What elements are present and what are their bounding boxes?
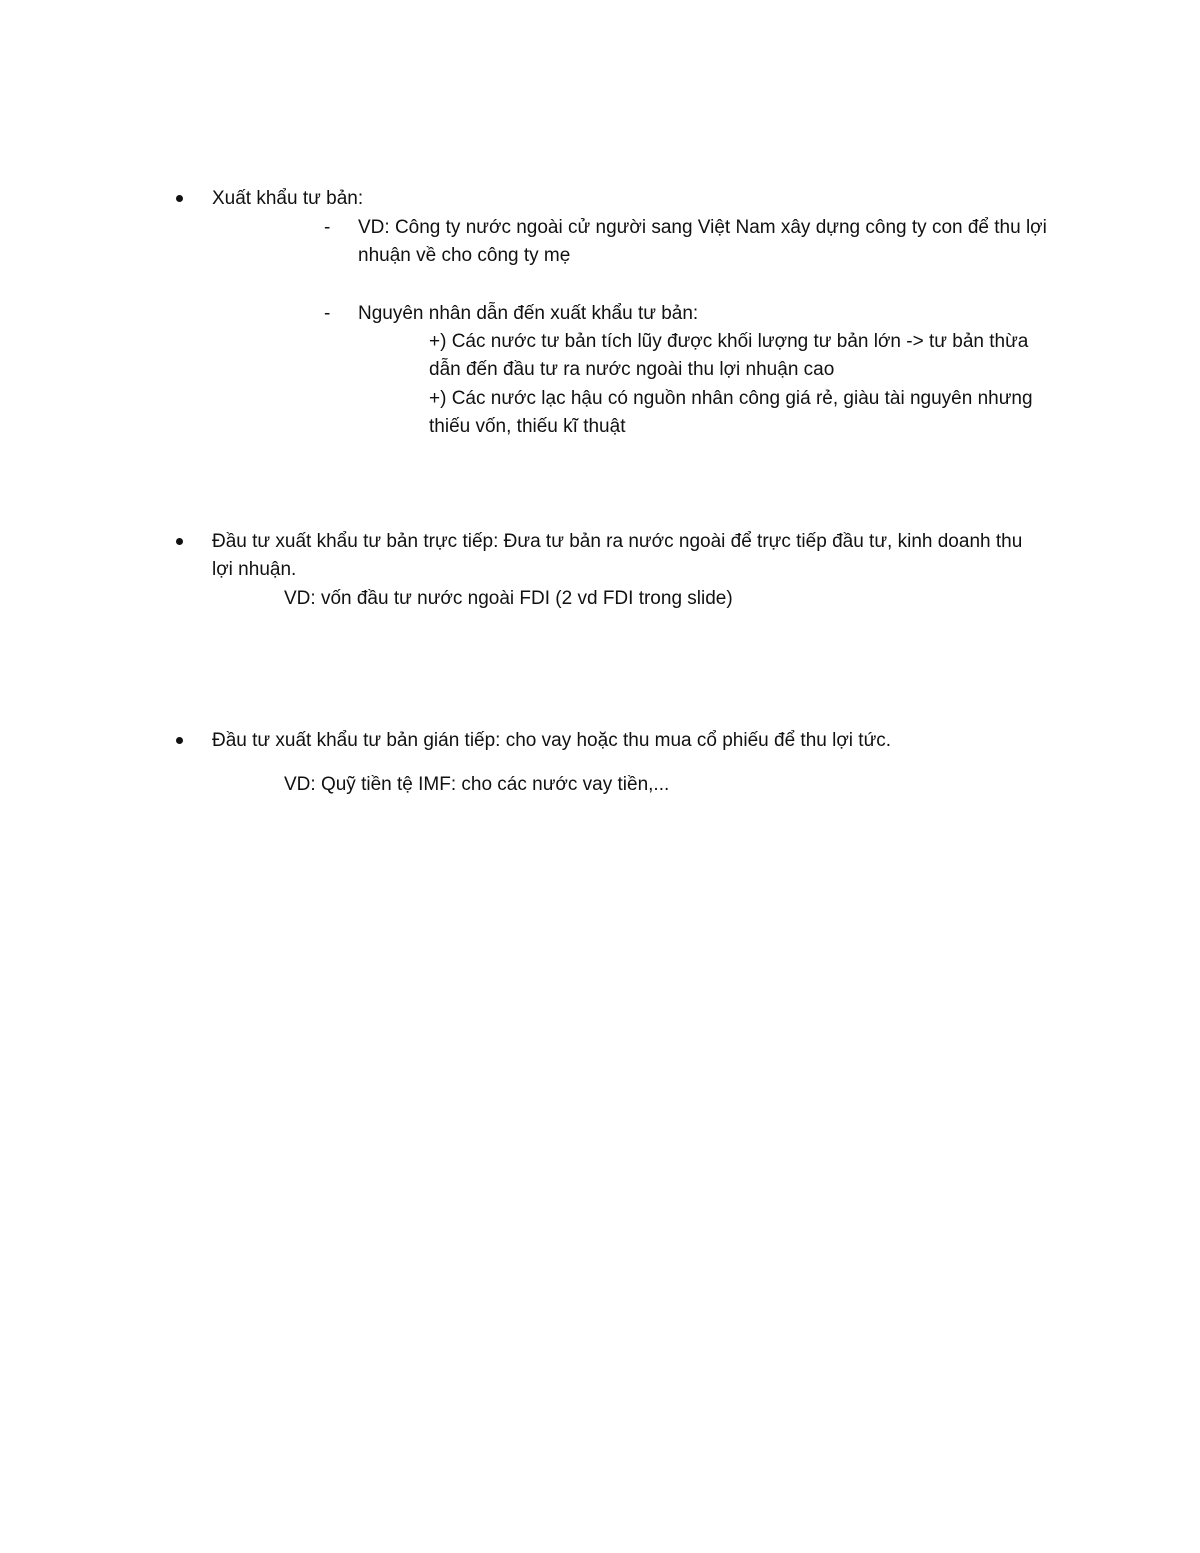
reason-1-line-2: dẫn đến đầu tư ra nước ngoài thu lợi nhuận cao — [429, 359, 835, 380]
section-3-example: VD: Quỹ tiền tệ IMF: cho các nước vay tiền,... — [284, 774, 670, 795]
item-1-line-1: VD: Công ty nước ngoài cử người sang Việt Nam xây dựng công ty con để thu lợi — [358, 217, 1047, 238]
item-1-line-2: nhuận về cho công ty mẹ — [358, 245, 571, 266]
reason-1-line-1: +) Các nước tư bản tích lũy được khối lượng tư bản lớn -> tư bản thừa — [429, 331, 1029, 352]
bullet-section-1 — [176, 195, 183, 202]
bullet-section-3 — [176, 737, 183, 744]
section-2-example: VD: vốn đầu tư nước ngoài FDI (2 vd FDI trong slide) — [284, 588, 733, 609]
item-2-title: Nguyên nhân dẫn đến xuất khẩu tư bản: — [358, 303, 699, 324]
dash-item-2: - — [324, 303, 331, 324]
dash-item-1: - — [324, 217, 331, 238]
section-2-line-2: lợi nhuận. — [212, 559, 297, 580]
reason-2-line-1: +) Các nước lạc hậu có nguồn nhân công giá rẻ, giàu tài nguyên nhưng — [429, 388, 1033, 409]
bullet-section-2 — [176, 538, 183, 545]
section-1-heading: Xuất khẩu tư bản: — [212, 188, 364, 209]
section-2-line-1: Đầu tư xuất khẩu tư bản trực tiếp: Đưa tư bản ra nước ngoài để trực tiếp đầu tư, kinh doanh thu — [212, 531, 1023, 552]
section-3-line-1: Đầu tư xuất khẩu tư bản gián tiếp: cho vay hoặc thu mua cổ phiếu để thu lợi tức. — [212, 730, 892, 751]
reason-2-line-2: thiếu vốn, thiếu kĩ thuật — [429, 416, 626, 437]
